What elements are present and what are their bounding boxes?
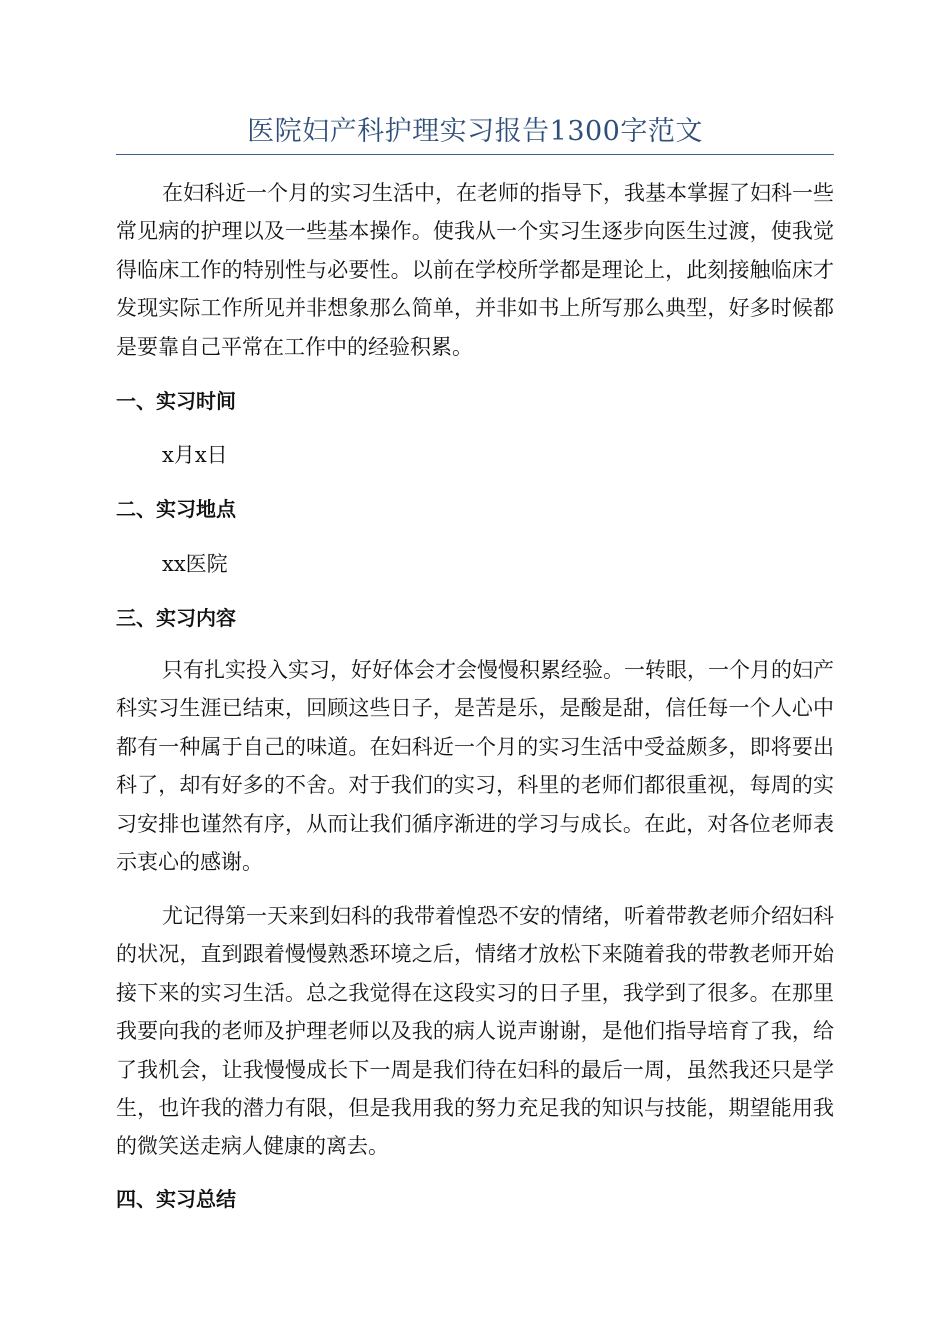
content-paragraph-1: 只有扎实投入实习，好好体会才会慢慢积累经验。一转眼，一个月的妇产科实习生涯已结束，回顾这些日子，是苦是乐，是酸是甜，信任每一个人心中都有一种属于自己的味道。在妇科近一个月的实习生活中受益颇多，即将要出科了，却有好多的不舍。对于我们的实习，科里的老师们都很重视，每周的实习安排也谨然有序，从而让我们循序渐进的学习与成长。在此，对各位老师表示衷心的感谢。 xyxy=(116,658,834,875)
section-heading-time: 一、实习时间 xyxy=(116,389,236,413)
document-title: 医院妇产科护理实习报告1300字范文 xyxy=(247,116,703,147)
section-heading-content: 三、实习内容 xyxy=(116,606,236,630)
content-paragraph-2: 尤记得第一天来到妇科的我带着惶恐不安的情绪，听着带教老师介绍妇科的状况，直到跟着慢慢熟悉环境之后，情绪才放松下来随着我的带教老师开始接下来的实习生活。总之我觉得在这段实习的日子里，我学到了很多。在那里我要向我的老师及护理老师以及我的病人说声谢谢，是他们指导培育了我，给了我机会，让我慢慢成长下一周是我们待在妇科的最后一周，虽然我还只是学生，也许我的潜力有限，但是我用我的努力充足我的知识与技能，期望能用我的微笑送走病人健康的离去。 xyxy=(116,904,834,1159)
title-underline xyxy=(116,154,834,155)
section-content-location: xx医院 xyxy=(162,552,228,576)
intro-paragraph: 在妇科近一个月的实习生活中，在老师的指导下，我基本掌握了妇科一些常见病的护理以及一些基本操作。使我从一个实习生逐步向医生过渡，使我觉得临床工作的特别性与必要性。以前在学校所学都是理论上，此刻接触临床才发现实际工作所见并非想象那么简单，并非如书上所写那么典型，好多时候都是要靠自己平常在工作中的经验积累。 xyxy=(116,181,834,359)
section-heading-location: 二、实习地点 xyxy=(116,497,236,521)
section-content-time: x月x日 xyxy=(162,443,228,467)
section-heading-summary: 四、实习总结 xyxy=(116,1187,236,1211)
